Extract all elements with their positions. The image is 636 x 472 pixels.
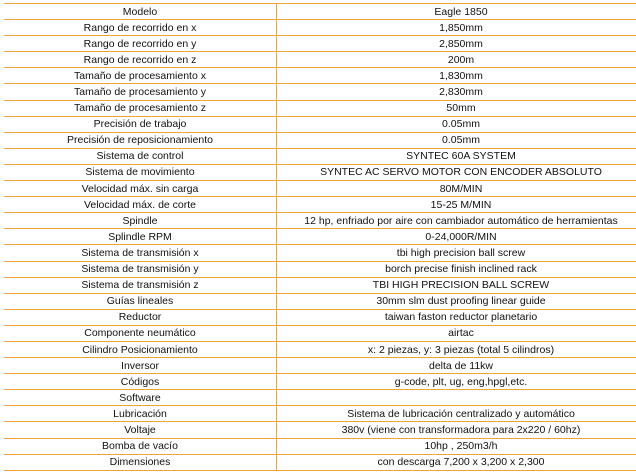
spec-value: 0-24,000R/MIN	[277, 229, 636, 245]
spec-value: Eagle 1850	[277, 4, 636, 20]
spec-label: Dimensiones	[4, 454, 277, 470]
spec-row	[4, 213, 636, 229]
specifications-table	[4, 3, 636, 471]
spec-row	[4, 68, 636, 84]
spec-value: x: 2 piezas, y: 3 piezas (total 5 cilindros)	[277, 341, 636, 357]
spec-value: borch precise finish inclined rack	[277, 261, 636, 277]
spec-row	[4, 390, 636, 406]
spec-label: Sistema de movimiento	[4, 164, 277, 180]
spec-label: Tamaño de procesamiento x	[4, 68, 277, 84]
spec-row	[4, 374, 636, 390]
spec-value: 380v (viene con transformadora para 2x220 / 60hz)	[277, 422, 636, 438]
spec-row	[4, 100, 636, 116]
spec-value: TBI HIGH PRECISION BALL SCREW	[277, 277, 636, 293]
spec-row	[4, 181, 636, 197]
spec-value: airtac	[277, 325, 636, 341]
spec-label: Spindle	[4, 213, 277, 229]
spec-value: 200m	[277, 52, 636, 68]
spec-label: Tamaño de procesamiento y	[4, 84, 277, 100]
spec-label: Cilindro Posicionamiento	[4, 341, 277, 357]
spec-label: Velocidad máx. sin carga	[4, 181, 277, 197]
spec-row	[4, 164, 636, 180]
spec-label: Modelo	[4, 4, 277, 20]
spec-row	[4, 325, 636, 341]
spec-label: Lubricación	[4, 406, 277, 422]
spec-row	[4, 438, 636, 454]
spec-value: 1,830mm	[277, 68, 636, 84]
spec-row	[4, 309, 636, 325]
spec-label: Reductor	[4, 309, 277, 325]
spec-value: 2,830mm	[277, 84, 636, 100]
spec-row	[4, 229, 636, 245]
spec-value: 0.05mm	[277, 116, 636, 132]
spec-row	[4, 454, 636, 470]
specifications-table-body	[4, 4, 636, 471]
spec-value: 10hp , 250m3/h	[277, 438, 636, 454]
spec-value: 2,850mm	[277, 36, 636, 52]
spec-value: 1,850mm	[277, 20, 636, 36]
spec-row	[4, 293, 636, 309]
spec-row	[4, 36, 636, 52]
spec-row	[4, 148, 636, 164]
spec-label: Precisión de trabajo	[4, 116, 277, 132]
spec-row	[4, 84, 636, 100]
spec-value: Sistema de lubricación centralizado y automático	[277, 406, 636, 422]
spec-label: Sistema de transmisión y	[4, 261, 277, 277]
spec-value: delta de 11kw	[277, 358, 636, 374]
spec-label: Inversor	[4, 358, 277, 374]
spec-value: taiwan faston reductor planetario	[277, 309, 636, 325]
spec-value: SYNTEC 60A SYSTEM	[277, 148, 636, 164]
spec-row	[4, 52, 636, 68]
spec-label: Rango de recorrido en z	[4, 52, 277, 68]
spec-label: Rango de recorrido en x	[4, 20, 277, 36]
spec-value: 50mm	[277, 100, 636, 116]
spec-row	[4, 116, 636, 132]
spec-row	[4, 20, 636, 36]
spec-label: Velocidad máx. de corte	[4, 197, 277, 213]
spec-row	[4, 245, 636, 261]
spec-value: g-code, plt, ug, eng,hpgl,etc.	[277, 374, 636, 390]
spec-value: 12 hp, enfriado por aire con cambiador automático de herramientas	[277, 213, 636, 229]
spec-label: Guías lineales	[4, 293, 277, 309]
spec-value: con descarga 7,200 x 3,200 x 2,300	[277, 454, 636, 470]
spec-row	[4, 358, 636, 374]
spec-label: Bomba de vacío	[4, 438, 277, 454]
spec-row	[4, 132, 636, 148]
spec-label: Códigos	[4, 374, 277, 390]
spec-value: tbi high precision ball screw	[277, 245, 636, 261]
spec-label: Software	[4, 390, 277, 406]
spec-row	[4, 406, 636, 422]
spec-label: Componente neumático	[4, 325, 277, 341]
spec-row	[4, 197, 636, 213]
spec-value: 0.05mm	[277, 132, 636, 148]
spec-value: 30mm slm dust proofing linear guide	[277, 293, 636, 309]
spec-value: SYNTEC AC SERVO MOTOR CON ENCODER ABSOLUTO	[277, 164, 636, 180]
spec-label: Sistema de control	[4, 148, 277, 164]
spec-value: 15-25 M/MIN	[277, 197, 636, 213]
spec-row	[4, 341, 636, 357]
spec-row	[4, 261, 636, 277]
spec-label: Voltaje	[4, 422, 277, 438]
spec-row	[4, 277, 636, 293]
spec-row	[4, 422, 636, 438]
spec-label: Precisión de reposicionamiento	[4, 132, 277, 148]
spec-label: Sistema de transmisión x	[4, 245, 277, 261]
spec-label: Tamaño de procesamiento z	[4, 100, 277, 116]
spec-value	[277, 390, 636, 406]
spec-label: Rango de recorrido en y	[4, 36, 277, 52]
spec-label: Splindle RPM	[4, 229, 277, 245]
spec-value: 80M/MIN	[277, 181, 636, 197]
spec-row	[4, 4, 636, 20]
spec-label: Sistema de transmisión z	[4, 277, 277, 293]
